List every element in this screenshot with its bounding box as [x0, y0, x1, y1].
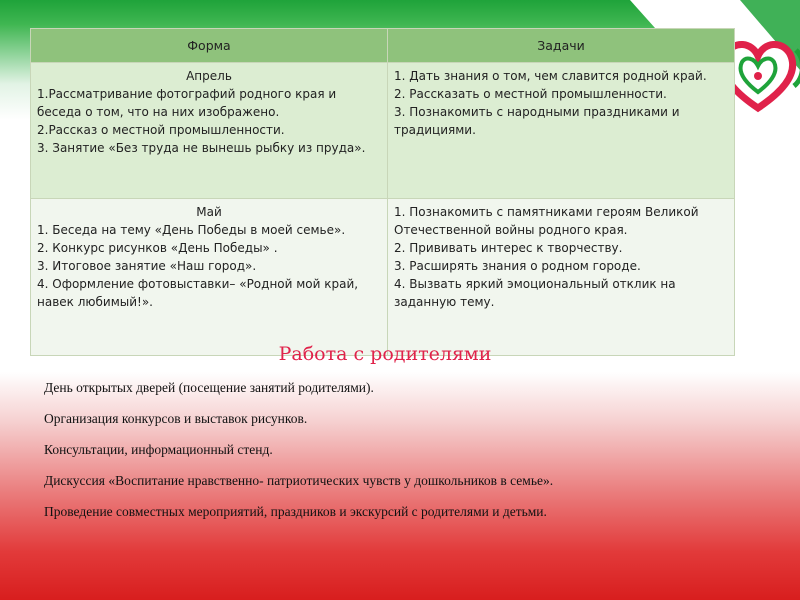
form-item: 2. Конкурс рисунков «День Победы» . — [37, 241, 278, 255]
tasks-cell — [388, 199, 735, 356]
list-item: Проведение совместных мероприятий, праздников и экскурсий с родителями и детьми. — [44, 504, 547, 519]
list-item: День открытых дверей (посещение занятий родителями). — [44, 380, 374, 395]
form-item: 4. Оформление фотовыставки– «Родной мой край, навек любимый!». — [37, 277, 359, 309]
task-item: 3. Познакомить с народными праздниками и традициями. — [394, 105, 680, 137]
month-label: Май — [196, 205, 222, 219]
form-cell — [31, 63, 388, 199]
header-tasks: Задачи — [388, 29, 735, 63]
plan-table — [30, 28, 735, 356]
task-item: 1. Познакомить с памятниками героям Великой Отечественной войны родного края. — [394, 205, 699, 237]
tasks-cell — [388, 63, 735, 199]
table-header-row — [31, 29, 735, 63]
list-item: Организация конкурсов и выставок рисунков. — [44, 411, 308, 426]
form-item: 3. Занятие «Без труда не вынешь рыбку из пруда». — [37, 141, 366, 155]
parents-section-title: Работа с родителями — [278, 343, 492, 365]
table-row — [31, 199, 735, 356]
form-item: 2.Рассказ о местной промышленности. — [37, 123, 285, 137]
table-row — [31, 63, 735, 199]
header-form: Форма — [31, 29, 388, 63]
form-item: 1. Беседа на тему «День Победы в моей семье». — [37, 223, 346, 237]
month-label: Апрель — [186, 69, 232, 83]
task-item: 3. Расширять знания о родном городе. — [394, 259, 641, 273]
form-item: 1.Рассматривание фотографий родного края и беседа о том, что на них изображено. — [37, 87, 337, 119]
task-item: 1. Дать знания о том, чем славится родной край. — [394, 69, 707, 83]
task-item: 4. Вызвать яркий эмоциональный отклик на заданную тему. — [394, 277, 676, 309]
task-item: 2. Прививать интерес к творчеству. — [394, 241, 623, 255]
parents-list — [43, 378, 553, 533]
list-item: Консультации, информационный стенд. — [44, 442, 273, 457]
list-item: Дискуссия «Воспитание нравственно- патриотических чувств у дошкольников в семье». — [44, 473, 554, 488]
task-item: 2. Рассказать о местной промышленности. — [394, 87, 667, 101]
form-item: 3. Итоговое занятие «Наш город». — [37, 259, 257, 273]
form-cell — [31, 199, 388, 356]
